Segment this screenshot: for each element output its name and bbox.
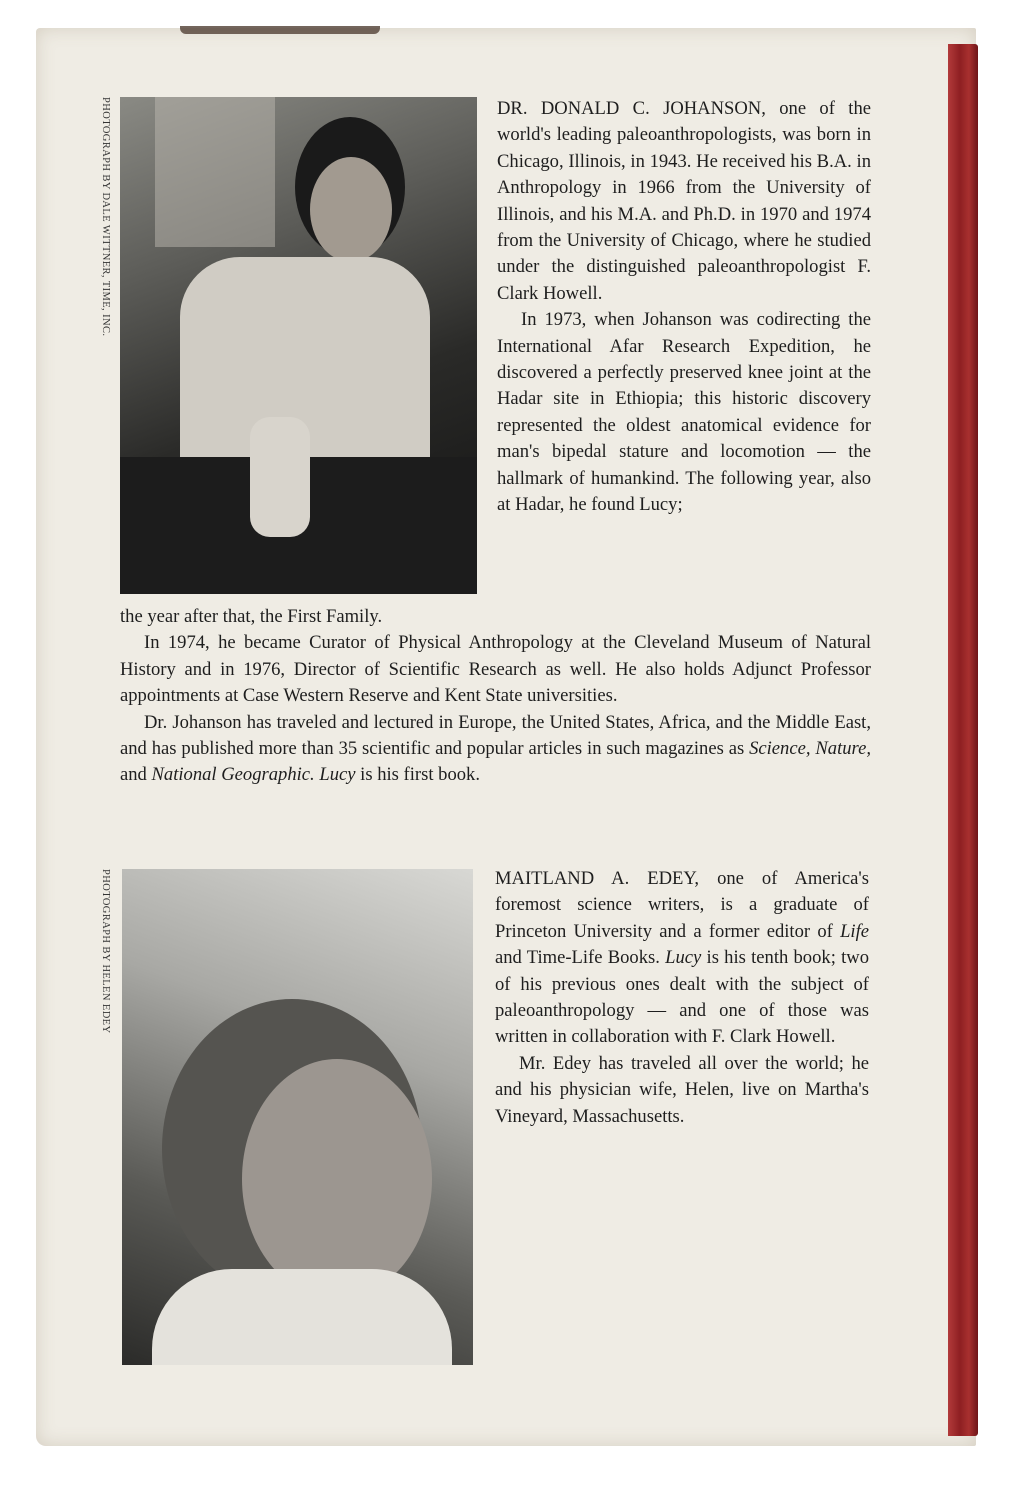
edey-bio-column xyxy=(495,866,869,1130)
p4-text-b: is his first book. xyxy=(355,764,480,786)
edey-p1-text-a: MAITLAND A. EDEY, one of America's foremost science writers, is a graduate of Princeton University and a former editor of xyxy=(495,868,869,942)
photo-portrait-face xyxy=(242,1059,432,1299)
edey-photo xyxy=(122,869,473,1365)
johanson-bio-paragraph-1: DR. DONALD C. JOHANSON, one of the world's leading paleoanthropologists, was born in Chicago, Illinois, in 1943. He received his B.A. in Anthropology in 1966 from the University of Illinois, and his M.A. and Ph.D. in 1970 and 1974 from the University of Chicago, where he studied under the distinguished paleoanthropologist F. Clark Howell. xyxy=(497,98,871,304)
photo-credit-edey: PHOTOGRAPH BY HELEN EDEY xyxy=(100,869,111,1034)
johanson-bio-paragraph-4 xyxy=(120,710,871,789)
p4-natgeo-title: National Geographic. Lucy xyxy=(151,764,356,786)
photo-portrait-shirt xyxy=(152,1269,452,1365)
johanson-bio-paragraph-2-cont: the year after that, the First Family. xyxy=(120,606,383,627)
p4-science-title: Science, Nature, xyxy=(749,738,871,760)
p4-text-and: and xyxy=(120,764,152,786)
edey-p1-life-title: Life xyxy=(840,920,869,942)
photo-fossil xyxy=(250,417,310,537)
edey-p1-text-b: and Time-Life Books. xyxy=(495,947,666,969)
johanson-photo xyxy=(120,97,477,594)
jacket-wear-mark xyxy=(180,26,380,34)
jacket-spine-edge xyxy=(948,44,978,1436)
johanson-bio-full-width xyxy=(120,604,871,789)
johanson-bio-column xyxy=(497,96,871,519)
photo-background-poster xyxy=(155,97,275,247)
edey-bio-paragraph-2: Mr. Edey has traveled all over the world; he and his physician wife, Helen, live on Martha's Vineyard, Massachusetts. xyxy=(495,1052,869,1127)
photo-credit-johanson: PHOTOGRAPH BY DALE WITTNER, TIME, INC. xyxy=(100,97,111,337)
johanson-bio-paragraph-2: In 1973, when Johanson was codirecting the International Afar Research Expedition, he discovered a perfectly preserved knee joint at the Hadar site in Ethiopia; this historic discovery represented the oldest anatomical evidence for man's bipedal stature and locomotion — the hallmark of humankind. The following year, also at Hadar, he found Lucy; xyxy=(497,309,871,516)
edey-bio-paragraph-1 xyxy=(495,866,869,1051)
edey-p1-lucy-title: Lucy xyxy=(665,947,702,969)
edey-p1-text-c: is his tenth book; two of his previous ones dealt with the subject of paleoanthropology — and one of those was written in collaboration with F. Clark Howell. xyxy=(495,947,869,1048)
p4-text-a: Dr. Johanson has traveled and lectured in Europe, the United States, Africa, and the Middle East, and has published more than 35 scientific and popular articles in such magazines as xyxy=(120,711,871,760)
photo-figure-face xyxy=(310,157,392,262)
johanson-bio-paragraph-3: In 1974, he became Curator of Physical Anthropology at the Cleveland Museum of Natural History and in 1976, Director of Scientific Research as well. He also holds Adjunct Professor appointments at Case Western Reserve and Kent State universities. xyxy=(120,632,871,707)
